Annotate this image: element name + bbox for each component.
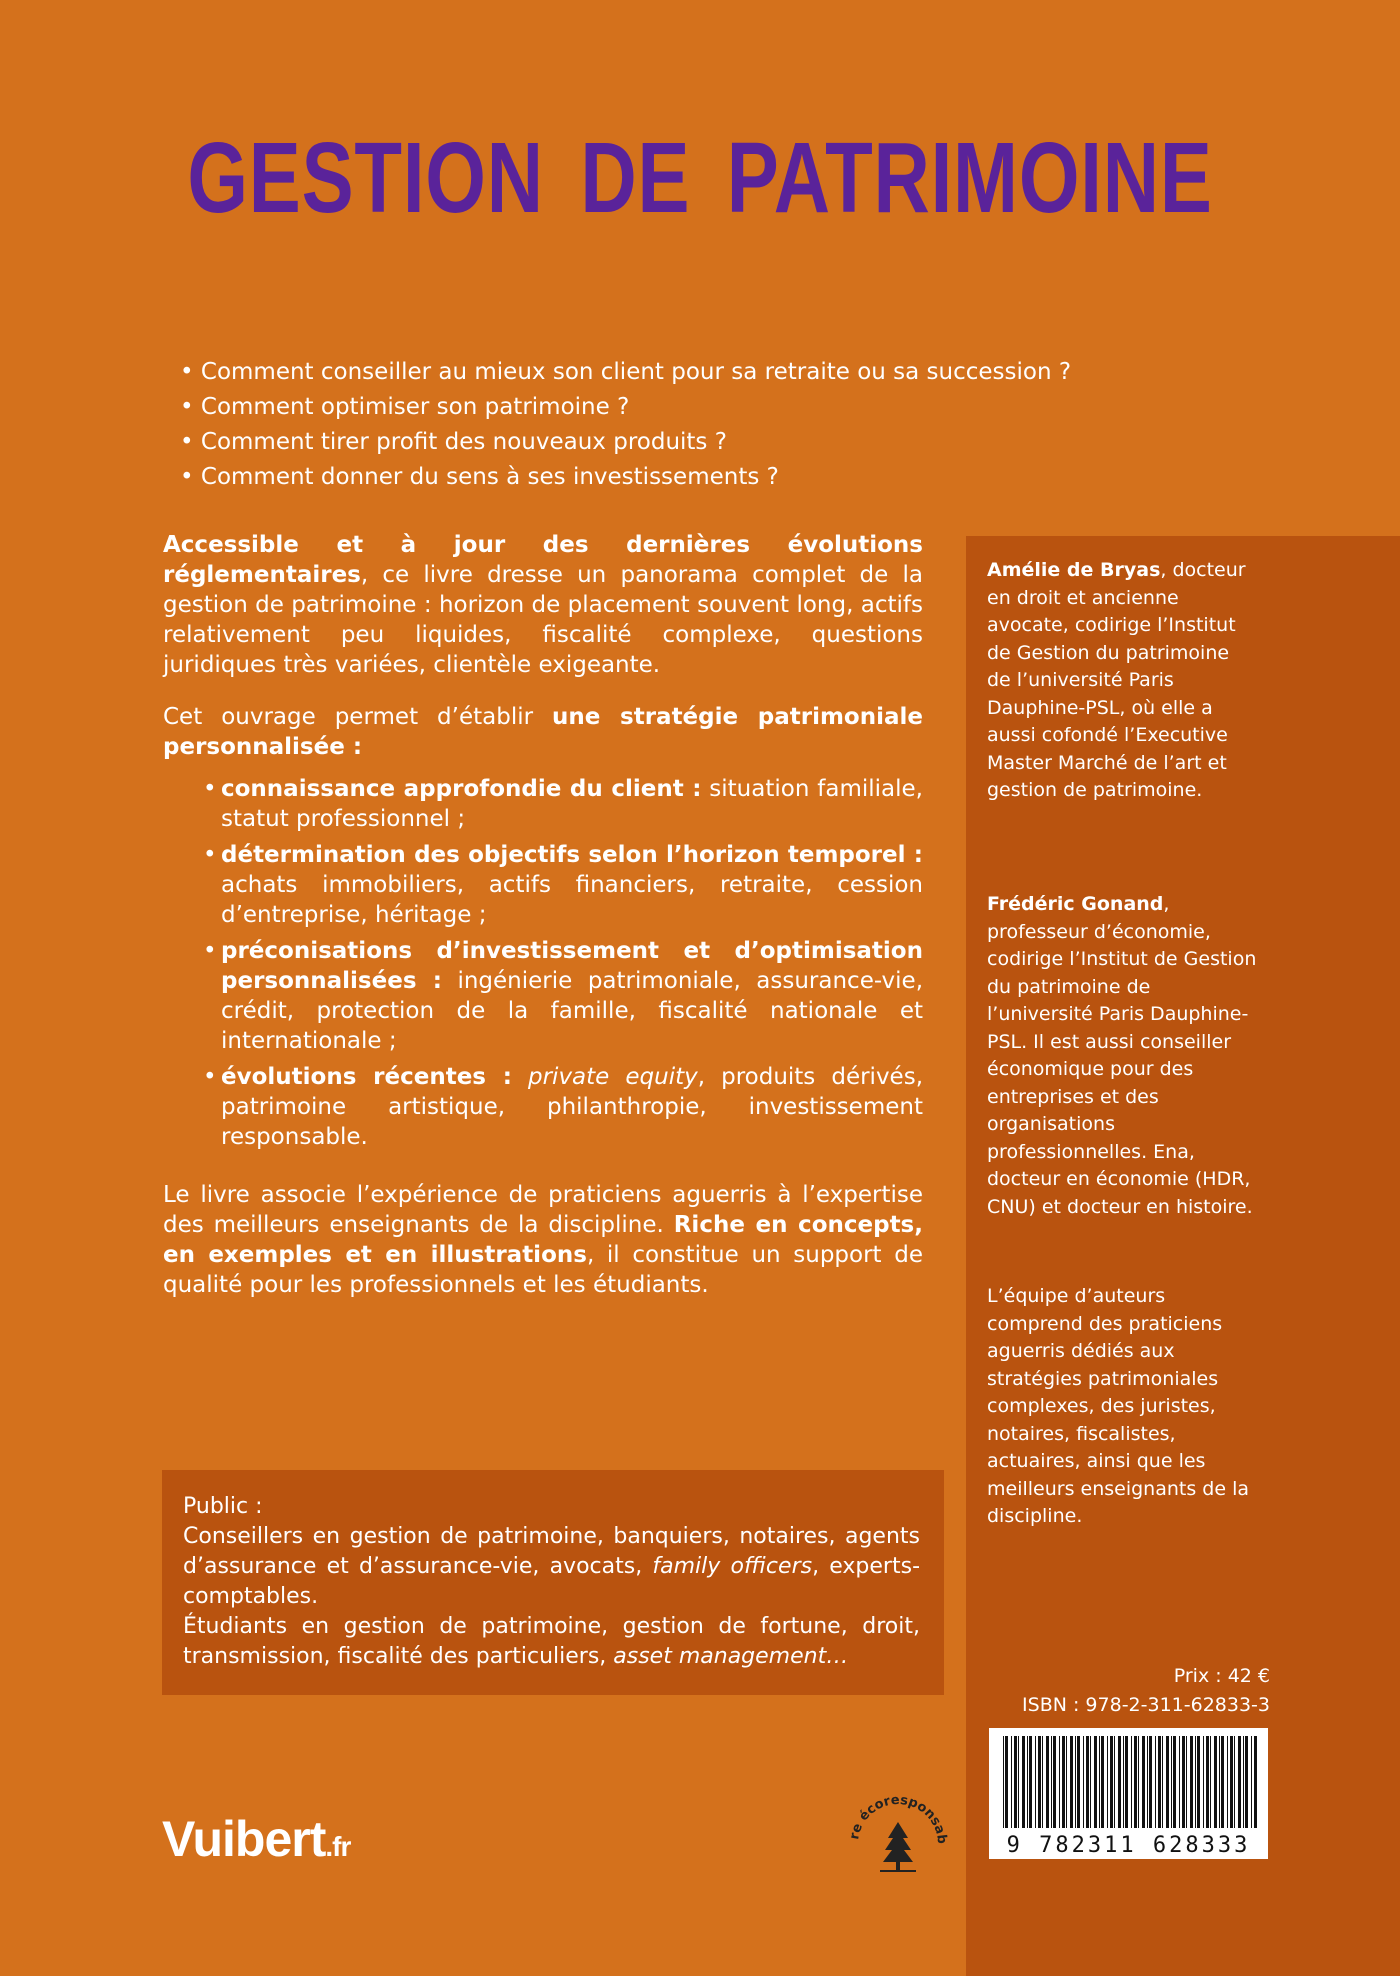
author-bio xyxy=(987,891,1257,1221)
team-text: L’équipe d’auteurs comprend des praticiens aguerris dédiés aux stratégies patrimoniales complexes, des juristes, notaires, fiscalistes, actuaires, ainsi que les meilleurs enseignants de la discipline. xyxy=(987,1285,1250,1527)
main-description xyxy=(163,530,923,1322)
public-text: , experts-comptables. xyxy=(183,1554,921,1609)
author-bio xyxy=(987,557,1257,805)
strategy-item-text: situation familiale, statut professionnel ; xyxy=(221,776,923,832)
public-italic: asset management… xyxy=(613,1644,849,1669)
strategy-bold: une stratégie patrimoniale personnalisée : xyxy=(163,704,923,760)
closing-bold: Riche en concepts, en exemples et en illustrations xyxy=(163,1212,923,1268)
strategy-item xyxy=(203,936,923,1056)
question-item: • Comment optimiser son patrimoine ? xyxy=(180,390,1080,425)
strategy-item-text: achats immobiliers, actifs financiers, retraite, cession d’entreprise, héritage ; xyxy=(221,872,923,928)
intro-text: , ce livre dresse un panorama complet de la gestion de patrimoine : horizon de placement souvent long, actifs relativement peu liquides, fiscalité complexe, questions juridiques très variées, clientèle exigeante. xyxy=(163,562,923,678)
public-line xyxy=(183,1612,920,1672)
strategy-item-bold: détermination des objectifs selon l’horizon temporel : xyxy=(221,842,923,868)
public-line xyxy=(183,1522,920,1612)
eco-text: re écoresponsab xyxy=(847,1792,950,1845)
question-item: • Comment donner du sens à ses investissements ? xyxy=(180,460,1080,495)
public-text: Conseillers en gestion de patrimoine, banquiers, notaires, agents d’assurance et d’assurance-vie, avocats, xyxy=(183,1524,920,1579)
public-text: Étudiants en gestion de patrimoine, gestion de fortune, droit, transmission, fiscalité des particuliers, xyxy=(183,1614,920,1669)
strategy-item-bold: préconisations d’investissement et d’optimisation personnalisées : xyxy=(221,938,923,994)
strategy-item xyxy=(203,840,923,930)
publisher-logo xyxy=(162,1810,350,1868)
book-title: GESTION DE PATRIMOINE xyxy=(187,122,1213,234)
intro-paragraph xyxy=(163,530,923,680)
strategy-item xyxy=(203,774,923,834)
strategy-item-text: , produits dérivés, patrimoine artistique, philanthropie, investissement responsable. xyxy=(221,1064,923,1150)
author-text: , professeur d’économie, codirige l’Institut de Gestion du patrimoine de l’université Paris Dauphine-PSL. Il est aussi conseiller économique pour des entreprises et des organisations professionnelles. Ena, docteur en économie (HDR, CNU) et docteur en histoire. xyxy=(987,893,1257,1218)
author-text: , docteur en droit et ancienne avocate, codirige l’Institut de Gestion du patrimoine de l’université Paris Dauphine-PSL, où elle a aussi cofondé l’Executive Master Marché de l’art et gestion de patrimoine. xyxy=(987,559,1246,801)
strategy-item xyxy=(203,1062,923,1152)
barcode-digits: 9 782311 628333 xyxy=(1006,1833,1251,1858)
strategy-item-italic: private equity xyxy=(528,1064,698,1090)
isbn: ISBN : 978-2-311-62833-3 xyxy=(1022,1694,1270,1716)
intro-bold: Accessible et à jour des dernières évolutions réglementaires xyxy=(163,532,923,588)
strategy-list xyxy=(203,774,923,1152)
tree-icon xyxy=(838,1782,958,1882)
author-name: Amélie de Bryas xyxy=(987,559,1161,581)
strategy-text: Cet ouvrage permet d’établir xyxy=(163,704,553,730)
logo-suffix: .fr xyxy=(325,1831,351,1862)
public-heading: Public : xyxy=(183,1494,263,1519)
strategy-item-bold: connaissance approfondie du client : xyxy=(221,776,702,802)
question-item: • Comment tirer profit des nouveaux produits ? xyxy=(180,425,1080,460)
closing-paragraph xyxy=(163,1180,923,1300)
price: Prix : 42 € xyxy=(1173,1665,1270,1687)
closing-text: Le livre associe l’expérience de praticiens aguerris à l’expertise des meilleurs enseignants de la discipline. xyxy=(163,1182,923,1238)
logo-main: Vuibert xyxy=(162,1811,326,1867)
public-italic: family officers xyxy=(652,1554,813,1579)
strategy-item-text: ingénierie patrimoniale, assurance-vie, crédit, protection de la famille, fiscalité nationale et internationale ; xyxy=(221,968,923,1054)
eco-label xyxy=(838,1782,958,1882)
strategy-paragraph xyxy=(163,702,923,762)
question-item: • Comment conseiller au mieux son client pour sa retraite ou sa succession ? xyxy=(180,355,1080,390)
public-box xyxy=(162,1470,944,1695)
strategy-item-bold: évolutions récentes : xyxy=(221,1064,512,1090)
author-name: Frédéric Gonand xyxy=(987,893,1164,915)
closing-text: , il constitue un support de qualité pour les professionnels et les étudiants. xyxy=(163,1242,923,1298)
barcode xyxy=(989,1728,1268,1859)
barcode-bars xyxy=(989,1728,1268,1833)
questions-list xyxy=(180,355,1080,495)
